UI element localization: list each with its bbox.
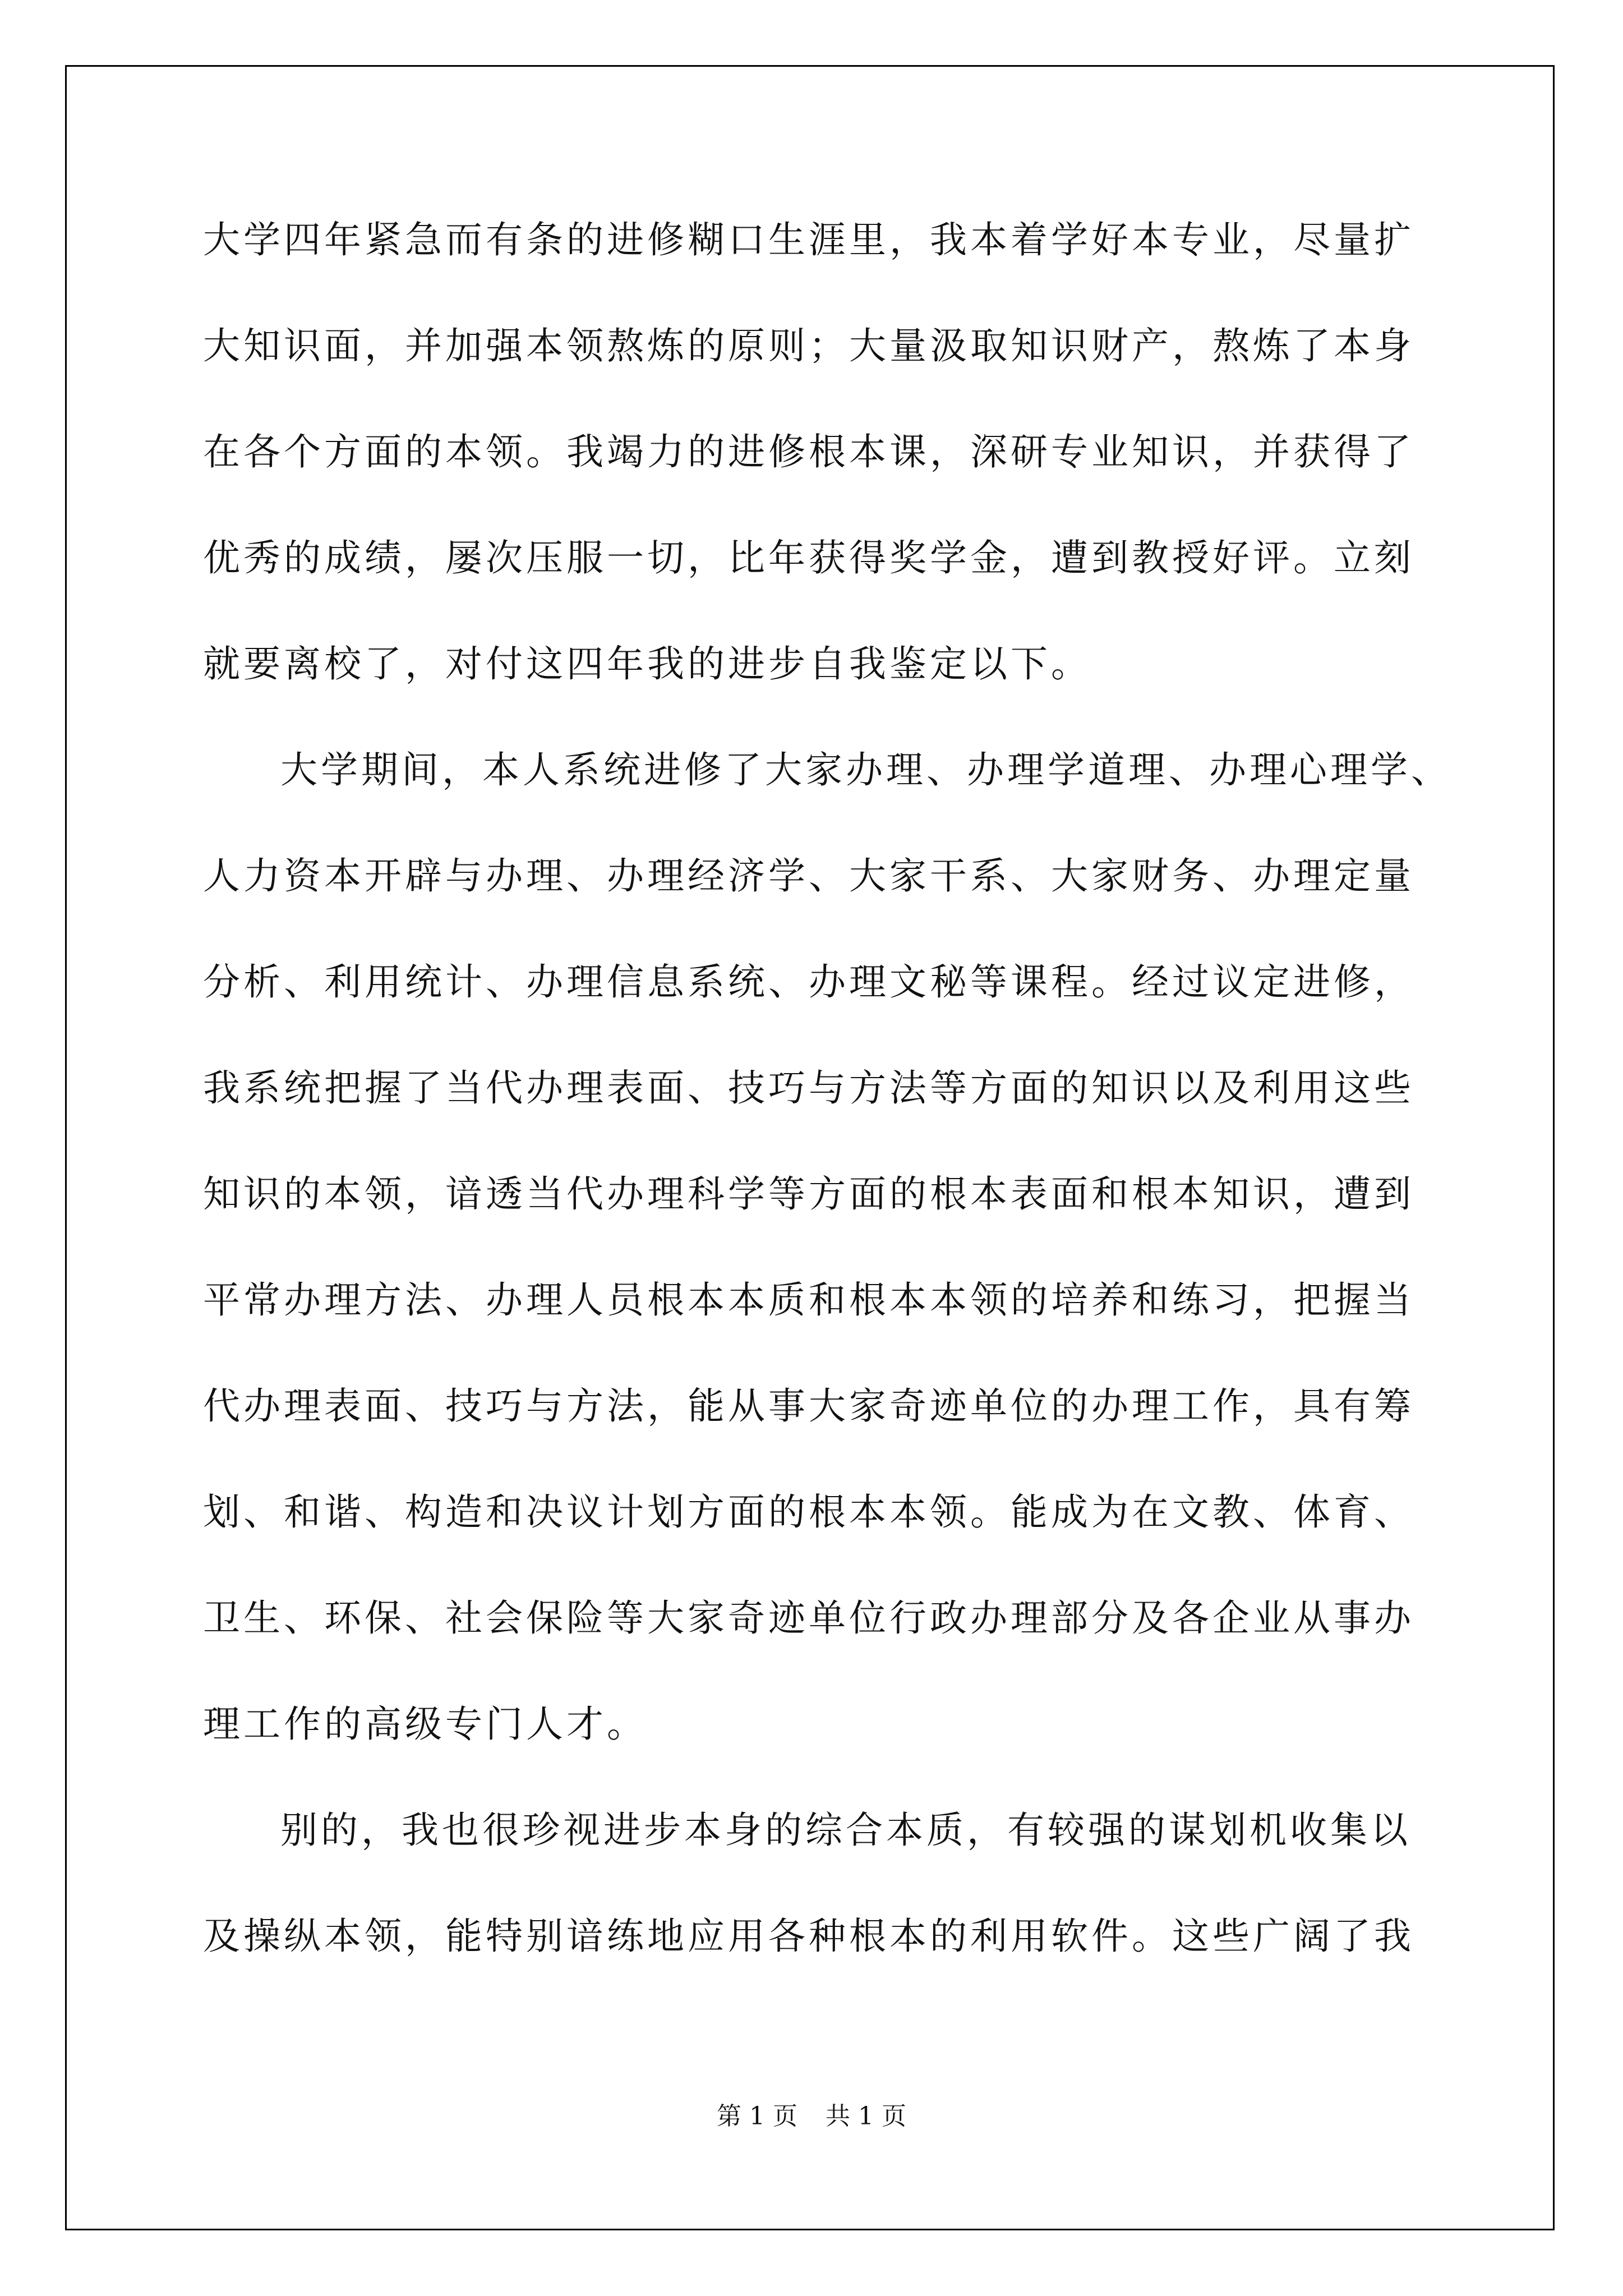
paragraph-line: 大知识面，并加强本领熬炼的原则；大量汲取知识财产，熬炼了本身 xyxy=(203,324,1414,367)
paragraph-line: 别的，我也很珍视进步本身的综合本质，有较强的谋划机收集以 xyxy=(280,1809,1411,1852)
paragraph-line: 知识的本领，谙透当代办理科学等方面的根本表面和根本知识，遭到 xyxy=(203,1172,1414,1216)
paragraph-line: 人力资本开辟与办理、办理经济学、大家干系、大家财务、办理定量 xyxy=(203,854,1414,898)
page-footer xyxy=(0,2101,1623,2132)
paragraph-line: 大学期间，本人系统进修了大家办理、办理学道理、办理心理学、 xyxy=(280,748,1451,792)
paragraph-line: 分析、利用统计、办理信息系统、办理文秘等课程。经过议定进修， xyxy=(203,960,1414,1004)
paragraph-line: 代办理表面、技巧与方法，能从事大家奇迹单位的办理工作，具有筹 xyxy=(203,1384,1414,1428)
page-border xyxy=(65,65,1555,2230)
paragraph-line: 理工作的高级专门人才。 xyxy=(203,1703,647,1746)
paragraph-line: 卫生、环保、社会保险等大家奇迹单位行政办理部分及各企业从事办 xyxy=(203,1596,1414,1640)
paragraph-line: 优秀的成绩，屡次压服一切，比年获得奖学金，遭到教授好评。立刻 xyxy=(203,536,1414,579)
paragraph-line: 划、和谐、构造和决议计划方面的根本本领。能成为在文教、体育、 xyxy=(203,1490,1414,1534)
paragraph-line: 大学四年紧急而有条的进修糊口生涯里，我本着学好本专业，尽量扩 xyxy=(203,218,1414,261)
page-number: 第 1 页 xyxy=(717,2102,797,2131)
paragraph-line: 在各个方面的本领。我竭力的进修根本课，深研专业知识，并获得了 xyxy=(203,430,1414,473)
paragraph-line: 我系统把握了当代办理表面、技巧与方法等方面的知识以及利用这些 xyxy=(203,1066,1414,1110)
paragraph-line: 及操纵本领，能特别谙练地应用各种根本的利用软件。这些广阔了我 xyxy=(203,1915,1414,1958)
paragraph-line: 就要离校了，对付这四年我的进步自我鉴定以下。 xyxy=(203,642,1091,685)
page-total: 共 1 页 xyxy=(826,2102,906,2131)
paragraph-line: 平常办理方法、办理人员根本本质和根本本领的培养和练习，把握当 xyxy=(203,1278,1414,1322)
